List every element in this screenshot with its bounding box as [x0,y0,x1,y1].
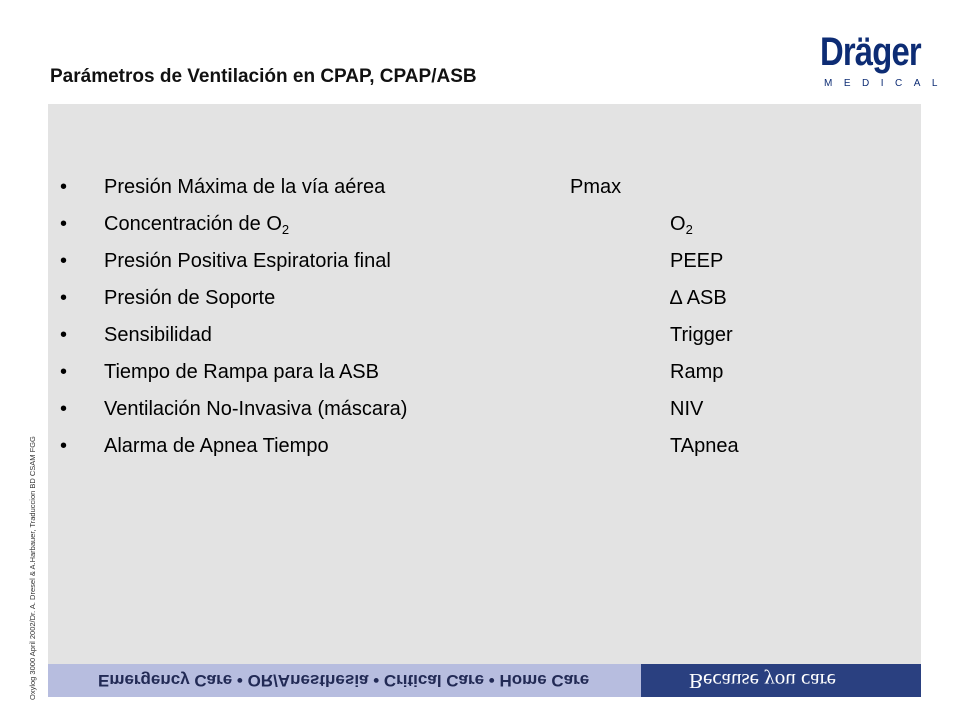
bullet: • [60,324,68,346]
side-note: Oxylog 3000 April 2002/Dr. A. Dresel & A.Harbauer, Traduccion BD CSAM FGG [28,436,37,700]
item-abbr: TApnea [670,435,739,457]
item-label: Sensibilidad [104,324,212,346]
list-item [60,357,860,394]
bullet: • [60,250,68,272]
slide-title: Parámetros de Ventilación en CPAP, CPAP/ASB [50,66,477,87]
list-item [60,283,860,320]
footer-right-text: Because you care [689,669,836,693]
item-abbr: ∆ ASB [670,287,727,309]
bullet: • [60,361,68,383]
bullet: • [60,435,68,457]
list-item [60,394,860,431]
list-item [60,431,860,468]
item-abbr-text: O [670,213,686,235]
bullet: • [60,398,68,420]
item-label: Presión Máxima de la vía aérea [104,176,386,198]
footer-right-band [641,664,921,697]
item-abbr: NIV [670,398,704,420]
subscript: 2 [281,222,290,237]
item-abbr [670,209,693,239]
footer-left-text: Emergency Care • OR/Anesthesia • Critical Care • Home Care [98,671,590,690]
item-label-text: Concentración de O [104,213,282,235]
item-abbr: Trigger [670,324,733,346]
logo-brand: Dräger [820,30,921,74]
list-item [60,209,860,246]
item-label: Presión Positiva Espiratoria final [104,250,391,272]
item-abbr: Ramp [670,361,724,383]
list-item [60,172,860,209]
item-label: Ventilación No-Invasiva (máscara) [104,398,408,420]
subscript: 2 [685,222,693,237]
item-label: Presión de Soporte [104,287,276,309]
parameter-list [60,172,860,468]
item-abbr: PEEP [670,250,724,272]
list-item [60,320,860,357]
item-label: Tiempo de Rampa para la ASB [104,361,379,383]
logo-sub: MEDICAL [824,78,949,89]
item-abbr: Pmax [570,176,622,198]
item-label [104,209,289,239]
drager-logo [820,30,949,96]
item-label: Alarma de Apnea Tiempo [104,435,329,457]
bullet: • [60,213,68,235]
list-item [60,246,860,283]
bullet: • [60,287,68,309]
footer-left-band [48,664,641,697]
bullet: • [60,176,68,198]
